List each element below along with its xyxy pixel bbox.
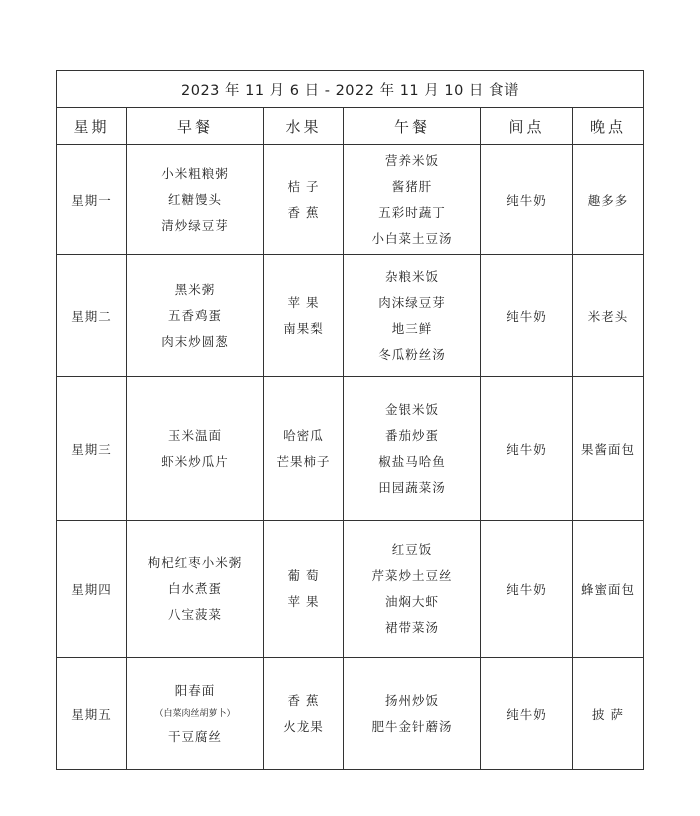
day-cell: 星期五 <box>57 658 127 770</box>
table-row <box>57 145 644 255</box>
lunch-item: 酱猪肝 <box>391 178 433 194</box>
breakfast-item: 小米粗粮粥 <box>161 165 229 181</box>
breakfast-item: 干豆腐丝 <box>167 728 222 744</box>
dinner-cell: 蜂蜜面包 <box>573 521 644 658</box>
breakfast-item: 虾米炒瓜片 <box>161 453 229 469</box>
menu-title: 2023 年 11 月 6 日 - 2022 年 11 月 10 日 食谱 <box>57 71 644 108</box>
lunch-item: 肥牛金针蘑汤 <box>371 718 453 734</box>
breakfast-item: 白水煮蛋 <box>167 581 222 596</box>
breakfast-item: 肉末炒圆葱 <box>161 333 229 349</box>
snack-cell: 纯牛奶 <box>481 521 573 658</box>
header-breakfast: 早餐 <box>127 108 264 145</box>
breakfast-item: 八宝菠菜 <box>167 607 222 622</box>
dinner-cell: 米老头 <box>573 255 644 377</box>
breakfast-item: 红糖馒头 <box>167 191 222 207</box>
fruit-item: 香 蕉 <box>287 204 320 220</box>
fruit-item: 香 蕉 <box>287 692 320 708</box>
snack-cell: 纯牛奶 <box>481 377 573 521</box>
lunch-item: 红豆饭 <box>391 542 433 557</box>
table-row <box>57 255 644 377</box>
breakfast-note: （白菜肉丝胡萝卜） <box>154 708 236 719</box>
table-row <box>57 377 644 521</box>
fruit-item: 苹 果 <box>287 294 320 310</box>
fruit-cell <box>264 377 344 521</box>
lunch-item: 扬州炒饭 <box>384 692 439 708</box>
lunch-cell <box>344 145 481 255</box>
breakfast-cell <box>127 145 264 255</box>
day-cell: 星期四 <box>57 521 127 658</box>
fruit-cell <box>264 521 344 658</box>
header-dinner: 晚点 <box>573 108 644 145</box>
fruit-item: 桔 子 <box>287 178 320 194</box>
fruit-item: 火龙果 <box>283 718 324 734</box>
lunch-item: 田园蔬菜汤 <box>378 479 446 495</box>
breakfast-item: 五香鸡蛋 <box>167 307 222 323</box>
dinner-cell: 披 萨 <box>573 658 644 770</box>
day-cell: 星期三 <box>57 377 127 521</box>
lunch-item: 营养米饭 <box>384 152 439 168</box>
header-day: 星期 <box>57 108 127 145</box>
fruit-item: 苹 果 <box>287 594 320 609</box>
header-row <box>57 108 644 145</box>
snack-cell: 纯牛奶 <box>481 658 573 770</box>
table-row <box>57 521 644 658</box>
lunch-item: 裙带菜汤 <box>384 620 439 635</box>
fruit-item: 葡 萄 <box>287 568 320 583</box>
breakfast-item: 玉米温面 <box>167 427 222 443</box>
menu-table <box>56 70 644 770</box>
lunch-item: 杂粮米饭 <box>384 268 439 284</box>
lunch-cell <box>344 658 481 770</box>
lunch-item: 油焖大虾 <box>384 594 439 609</box>
lunch-item: 金银米饭 <box>384 401 439 417</box>
breakfast-cell <box>127 521 264 658</box>
day-cell: 星期一 <box>57 145 127 255</box>
table-row <box>57 658 644 770</box>
breakfast-item: 黑米粥 <box>174 281 216 297</box>
dinner-cell: 果酱面包 <box>573 377 644 521</box>
dinner-cell: 趣多多 <box>573 145 644 255</box>
lunch-item: 五彩时蔬丁 <box>378 204 446 220</box>
breakfast-item: 清炒绿豆芽 <box>161 217 229 233</box>
snack-cell: 纯牛奶 <box>481 145 573 255</box>
fruit-cell <box>264 658 344 770</box>
lunch-item: 小白菜土豆汤 <box>371 230 453 246</box>
lunch-item: 芹菜炒土豆丝 <box>371 568 453 583</box>
fruit-cell <box>264 145 344 255</box>
lunch-item: 番茄炒蛋 <box>384 427 439 443</box>
lunch-cell <box>344 377 481 521</box>
lunch-item: 冬瓜粉丝汤 <box>378 346 446 362</box>
fruit-cell <box>264 255 344 377</box>
snack-cell: 纯牛奶 <box>481 255 573 377</box>
breakfast-cell <box>127 658 264 770</box>
breakfast-cell <box>127 255 264 377</box>
lunch-item: 椒盐马哈鱼 <box>378 453 446 469</box>
lunch-cell <box>344 255 481 377</box>
header-lunch: 午餐 <box>344 108 481 145</box>
lunch-item: 地三鲜 <box>391 320 433 336</box>
header-snack: 间点 <box>481 108 573 145</box>
header-fruit: 水果 <box>264 108 344 145</box>
fruit-item: 哈密瓜 <box>283 427 324 443</box>
fruit-item: 南果梨 <box>283 320 324 336</box>
day-cell: 星期二 <box>57 255 127 377</box>
breakfast-item: 枸杞红枣小米粥 <box>147 555 243 570</box>
lunch-cell <box>344 521 481 658</box>
breakfast-cell <box>127 377 264 521</box>
breakfast-item: 阳春面 <box>174 682 216 698</box>
fruit-item: 芒果柿子 <box>276 453 331 469</box>
lunch-item: 肉沫绿豆芽 <box>378 294 446 310</box>
